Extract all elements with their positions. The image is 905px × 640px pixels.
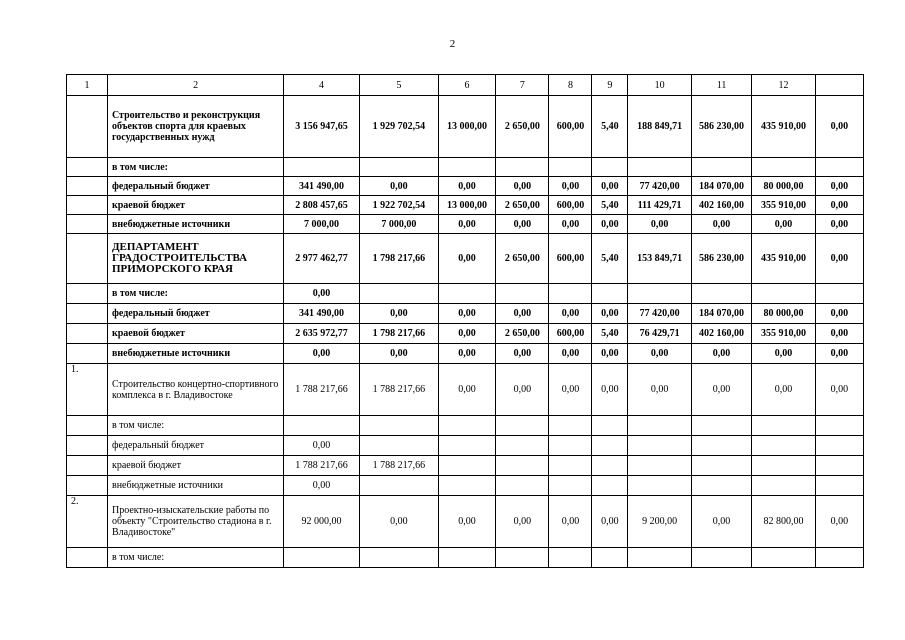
row-label-cell: ДЕПАРТАМЕНТ ГРАДОСТРОИТЕЛЬСТВА ПРИМОРСКОГО КРАЯ: [107, 234, 283, 284]
value-cell: 0,00: [438, 234, 495, 284]
row-label-cell: Проектно-изыскательские работы по объекту "Строительство стадиона в г. Владивостоке": [107, 496, 283, 548]
value-cell: 1 798 217,66: [359, 234, 438, 284]
value-cell: 111 429,71: [628, 196, 692, 215]
row-number-cell: [67, 436, 108, 456]
row-number-cell: [67, 177, 108, 196]
value-cell: 586 230,00: [691, 96, 751, 158]
value-cell: 0,00: [752, 344, 816, 364]
value-cell: 76 429,71: [628, 324, 692, 344]
value-cell: 7 000,00: [284, 215, 360, 234]
budget-table: [66, 74, 864, 568]
value-cell: [592, 284, 628, 304]
regional-row: [67, 196, 864, 215]
value-cell: 586 230,00: [691, 234, 751, 284]
value-cell: 3 156 947,65: [284, 96, 360, 158]
value-cell: [691, 158, 751, 177]
row-number-cell: [67, 96, 108, 158]
value-cell: [815, 416, 863, 436]
value-cell: [592, 158, 628, 177]
value-cell: 1 788 217,66: [284, 456, 360, 476]
value-cell: [752, 476, 816, 496]
federal-row: [67, 436, 864, 456]
row-label-cell: Строительство и реконструкция объектов спорта для краевых государственных нужд: [107, 96, 283, 158]
value-cell: 0,00: [815, 96, 863, 158]
value-cell: [592, 436, 628, 456]
value-cell: [438, 284, 495, 304]
value-cell: [592, 456, 628, 476]
row-number-cell: [67, 416, 108, 436]
department-row: [67, 234, 864, 284]
row-label-cell: в том числе:: [107, 548, 283, 568]
value-cell: 341 490,00: [284, 304, 360, 324]
row-label-cell: Строительство концертно-спортивного комплекса в г. Владивостоке: [107, 364, 283, 416]
header-cell: 7: [496, 75, 549, 96]
row-number-cell: [67, 476, 108, 496]
value-cell: 0,00: [691, 364, 751, 416]
row-number-cell: [67, 344, 108, 364]
subheader-row: [67, 416, 864, 436]
value-cell: [359, 416, 438, 436]
value-cell: 435 910,00: [752, 96, 816, 158]
value-cell: 0,00: [549, 364, 592, 416]
value-cell: 0,00: [752, 364, 816, 416]
subheader-row: [67, 284, 864, 304]
value-cell: 0,00: [752, 215, 816, 234]
value-cell: [496, 476, 549, 496]
federal-row: [67, 304, 864, 324]
value-cell: [815, 456, 863, 476]
value-cell: 0,00: [592, 304, 628, 324]
value-cell: 0,00: [815, 324, 863, 344]
value-cell: 600,00: [549, 196, 592, 215]
header-cell: 4: [284, 75, 360, 96]
value-cell: [496, 456, 549, 476]
value-cell: [815, 284, 863, 304]
value-cell: [549, 456, 592, 476]
project-row: [67, 496, 864, 548]
row-label-cell: краевой бюджет: [107, 324, 283, 344]
value-cell: 2 650,00: [496, 96, 549, 158]
value-cell: 0,00: [549, 215, 592, 234]
row-label-cell: краевой бюджет: [107, 196, 283, 215]
value-cell: 0,00: [549, 177, 592, 196]
header-cell: 2: [107, 75, 283, 96]
value-cell: 1 922 702,54: [359, 196, 438, 215]
value-cell: 2 650,00: [496, 324, 549, 344]
value-cell: 0,00: [691, 215, 751, 234]
row-number-cell: [67, 548, 108, 568]
regional-row: [67, 456, 864, 476]
value-cell: 1 788 217,66: [359, 456, 438, 476]
header-cell: 10: [628, 75, 692, 96]
value-cell: [284, 548, 360, 568]
value-cell: 1 788 217,66: [359, 364, 438, 416]
value-cell: [628, 436, 692, 456]
value-cell: 0,00: [628, 364, 692, 416]
value-cell: [628, 456, 692, 476]
value-cell: [752, 548, 816, 568]
value-cell: 0,00: [496, 364, 549, 416]
value-cell: 600,00: [549, 324, 592, 344]
header-cell: 12: [752, 75, 816, 96]
row-number-cell: [67, 234, 108, 284]
value-cell: 402 160,00: [691, 196, 751, 215]
value-cell: 2 650,00: [496, 196, 549, 215]
value-cell: [752, 416, 816, 436]
value-cell: [496, 436, 549, 456]
value-cell: [691, 416, 751, 436]
value-cell: 0,00: [592, 215, 628, 234]
value-cell: 0,00: [438, 304, 495, 324]
value-cell: [628, 158, 692, 177]
value-cell: 0,00: [284, 476, 360, 496]
value-cell: [284, 416, 360, 436]
row-label-cell: федеральный бюджет: [107, 436, 283, 456]
value-cell: 0,00: [691, 344, 751, 364]
value-cell: [691, 456, 751, 476]
value-cell: 0,00: [438, 177, 495, 196]
row-label-cell: федеральный бюджет: [107, 304, 283, 324]
value-cell: [549, 416, 592, 436]
value-cell: 0,00: [592, 364, 628, 416]
row-label-cell: в том числе:: [107, 158, 283, 177]
value-cell: 77 420,00: [628, 304, 692, 324]
value-cell: [592, 476, 628, 496]
subheader-row: [67, 158, 864, 177]
value-cell: [438, 476, 495, 496]
regional-row: [67, 324, 864, 344]
value-cell: 0,00: [549, 496, 592, 548]
value-cell: [628, 548, 692, 568]
value-cell: [752, 456, 816, 476]
row-label-cell: в том числе:: [107, 284, 283, 304]
value-cell: 600,00: [549, 96, 592, 158]
subheader-row: [67, 548, 864, 568]
value-cell: 2 977 462,77: [284, 234, 360, 284]
value-cell: 0,00: [438, 215, 495, 234]
row-number-cell: [67, 456, 108, 476]
value-cell: 0,00: [815, 177, 863, 196]
value-cell: 600,00: [549, 234, 592, 284]
row-number-cell: 2.: [67, 496, 108, 548]
value-cell: [549, 158, 592, 177]
header-cell: 1: [67, 75, 108, 96]
value-cell: 0,00: [815, 344, 863, 364]
value-cell: 0,00: [815, 215, 863, 234]
value-cell: 0,00: [815, 304, 863, 324]
value-cell: [549, 284, 592, 304]
project-row: [67, 364, 864, 416]
value-cell: 82 800,00: [752, 496, 816, 548]
header-cell: 8: [549, 75, 592, 96]
value-cell: [815, 548, 863, 568]
value-cell: [815, 158, 863, 177]
value-cell: 0,00: [549, 304, 592, 324]
row-number-cell: [67, 196, 108, 215]
value-cell: 0,00: [592, 496, 628, 548]
row-number-cell: 1.: [67, 364, 108, 416]
row-label-cell: внебюджетные источники: [107, 476, 283, 496]
value-cell: 0,00: [815, 196, 863, 215]
value-cell: [438, 548, 495, 568]
value-cell: [592, 548, 628, 568]
value-cell: [815, 476, 863, 496]
value-cell: 0,00: [496, 496, 549, 548]
value-cell: [496, 416, 549, 436]
value-cell: 77 420,00: [628, 177, 692, 196]
row-label-cell: в том числе:: [107, 416, 283, 436]
value-cell: 0,00: [438, 496, 495, 548]
value-cell: 13 000,00: [438, 96, 495, 158]
page-number: 2: [449, 38, 456, 50]
value-cell: 13 000,00: [438, 196, 495, 215]
value-cell: 341 490,00: [284, 177, 360, 196]
federal-row: [67, 177, 864, 196]
value-cell: 0,00: [496, 177, 549, 196]
group-row: [67, 96, 864, 158]
value-cell: 1 929 702,54: [359, 96, 438, 158]
value-cell: 0,00: [815, 364, 863, 416]
value-cell: [496, 548, 549, 568]
value-cell: 9 200,00: [628, 496, 692, 548]
value-cell: 0,00: [815, 496, 863, 548]
header-cell: 11: [691, 75, 751, 96]
value-cell: 0,00: [496, 215, 549, 234]
value-cell: 0,00: [496, 304, 549, 324]
value-cell: 0,00: [284, 436, 360, 456]
value-cell: 402 160,00: [691, 324, 751, 344]
header-cell: 9: [592, 75, 628, 96]
value-cell: [752, 158, 816, 177]
value-cell: 0,00: [815, 234, 863, 284]
row-label-cell: внебюджетные источники: [107, 344, 283, 364]
value-cell: 184 070,00: [691, 304, 751, 324]
value-cell: 0,00: [496, 344, 549, 364]
value-cell: [628, 416, 692, 436]
value-cell: [438, 456, 495, 476]
value-cell: [691, 436, 751, 456]
value-cell: 92 000,00: [284, 496, 360, 548]
offbudget-row: [67, 476, 864, 496]
header-cell: 6: [438, 75, 495, 96]
value-cell: [359, 436, 438, 456]
value-cell: 0,00: [438, 324, 495, 344]
offbudget-row: [67, 344, 864, 364]
value-cell: 0,00: [359, 496, 438, 548]
value-cell: [359, 158, 438, 177]
value-cell: 184 070,00: [691, 177, 751, 196]
value-cell: [359, 284, 438, 304]
value-cell: 0,00: [592, 177, 628, 196]
row-number-cell: [67, 284, 108, 304]
value-cell: 153 849,71: [628, 234, 692, 284]
value-cell: [752, 436, 816, 456]
value-cell: [438, 158, 495, 177]
value-cell: 0,00: [628, 344, 692, 364]
value-cell: 2 635 972,77: [284, 324, 360, 344]
offbudget-row: [67, 215, 864, 234]
value-cell: 0,00: [438, 344, 495, 364]
value-cell: 80 000,00: [752, 304, 816, 324]
value-cell: 2 650,00: [496, 234, 549, 284]
value-cell: [549, 476, 592, 496]
value-cell: 2 808 457,65: [284, 196, 360, 215]
value-cell: [438, 436, 495, 456]
value-cell: [549, 436, 592, 456]
value-cell: 0,00: [359, 304, 438, 324]
value-cell: 0,00: [438, 364, 495, 416]
value-cell: 7 000,00: [359, 215, 438, 234]
value-cell: 0,00: [284, 284, 360, 304]
row-number-cell: [67, 304, 108, 324]
value-cell: 435 910,00: [752, 234, 816, 284]
value-cell: [628, 284, 692, 304]
value-cell: 0,00: [628, 215, 692, 234]
row-label-cell: внебюджетные источники: [107, 215, 283, 234]
value-cell: [284, 158, 360, 177]
value-cell: 0,00: [359, 177, 438, 196]
value-cell: [592, 416, 628, 436]
value-cell: 1 798 217,66: [359, 324, 438, 344]
row-number-cell: [67, 324, 108, 344]
value-cell: [752, 284, 816, 304]
value-cell: 0,00: [284, 344, 360, 364]
value-cell: 0,00: [691, 496, 751, 548]
value-cell: [691, 476, 751, 496]
value-cell: 5,40: [592, 196, 628, 215]
header-cell: 5: [359, 75, 438, 96]
value-cell: [496, 158, 549, 177]
value-cell: 188 849,71: [628, 96, 692, 158]
value-cell: 355 910,00: [752, 196, 816, 215]
value-cell: [628, 476, 692, 496]
value-cell: 1 788 217,66: [284, 364, 360, 416]
value-cell: 80 000,00: [752, 177, 816, 196]
value-cell: [496, 284, 549, 304]
value-cell: 0,00: [592, 344, 628, 364]
value-cell: [359, 548, 438, 568]
value-cell: [691, 284, 751, 304]
value-cell: 355 910,00: [752, 324, 816, 344]
row-number-cell: [67, 158, 108, 177]
value-cell: 0,00: [359, 344, 438, 364]
value-cell: 5,40: [592, 324, 628, 344]
value-cell: 0,00: [549, 344, 592, 364]
value-cell: [359, 476, 438, 496]
value-cell: [691, 548, 751, 568]
header-cell: [815, 75, 863, 96]
value-cell: [815, 436, 863, 456]
value-cell: [549, 548, 592, 568]
value-cell: [438, 416, 495, 436]
value-cell: 5,40: [592, 234, 628, 284]
row-label-cell: федеральный бюджет: [107, 177, 283, 196]
row-label-cell: краевой бюджет: [107, 456, 283, 476]
row-number-cell: [67, 215, 108, 234]
value-cell: 5,40: [592, 96, 628, 158]
header-row: [67, 75, 864, 96]
